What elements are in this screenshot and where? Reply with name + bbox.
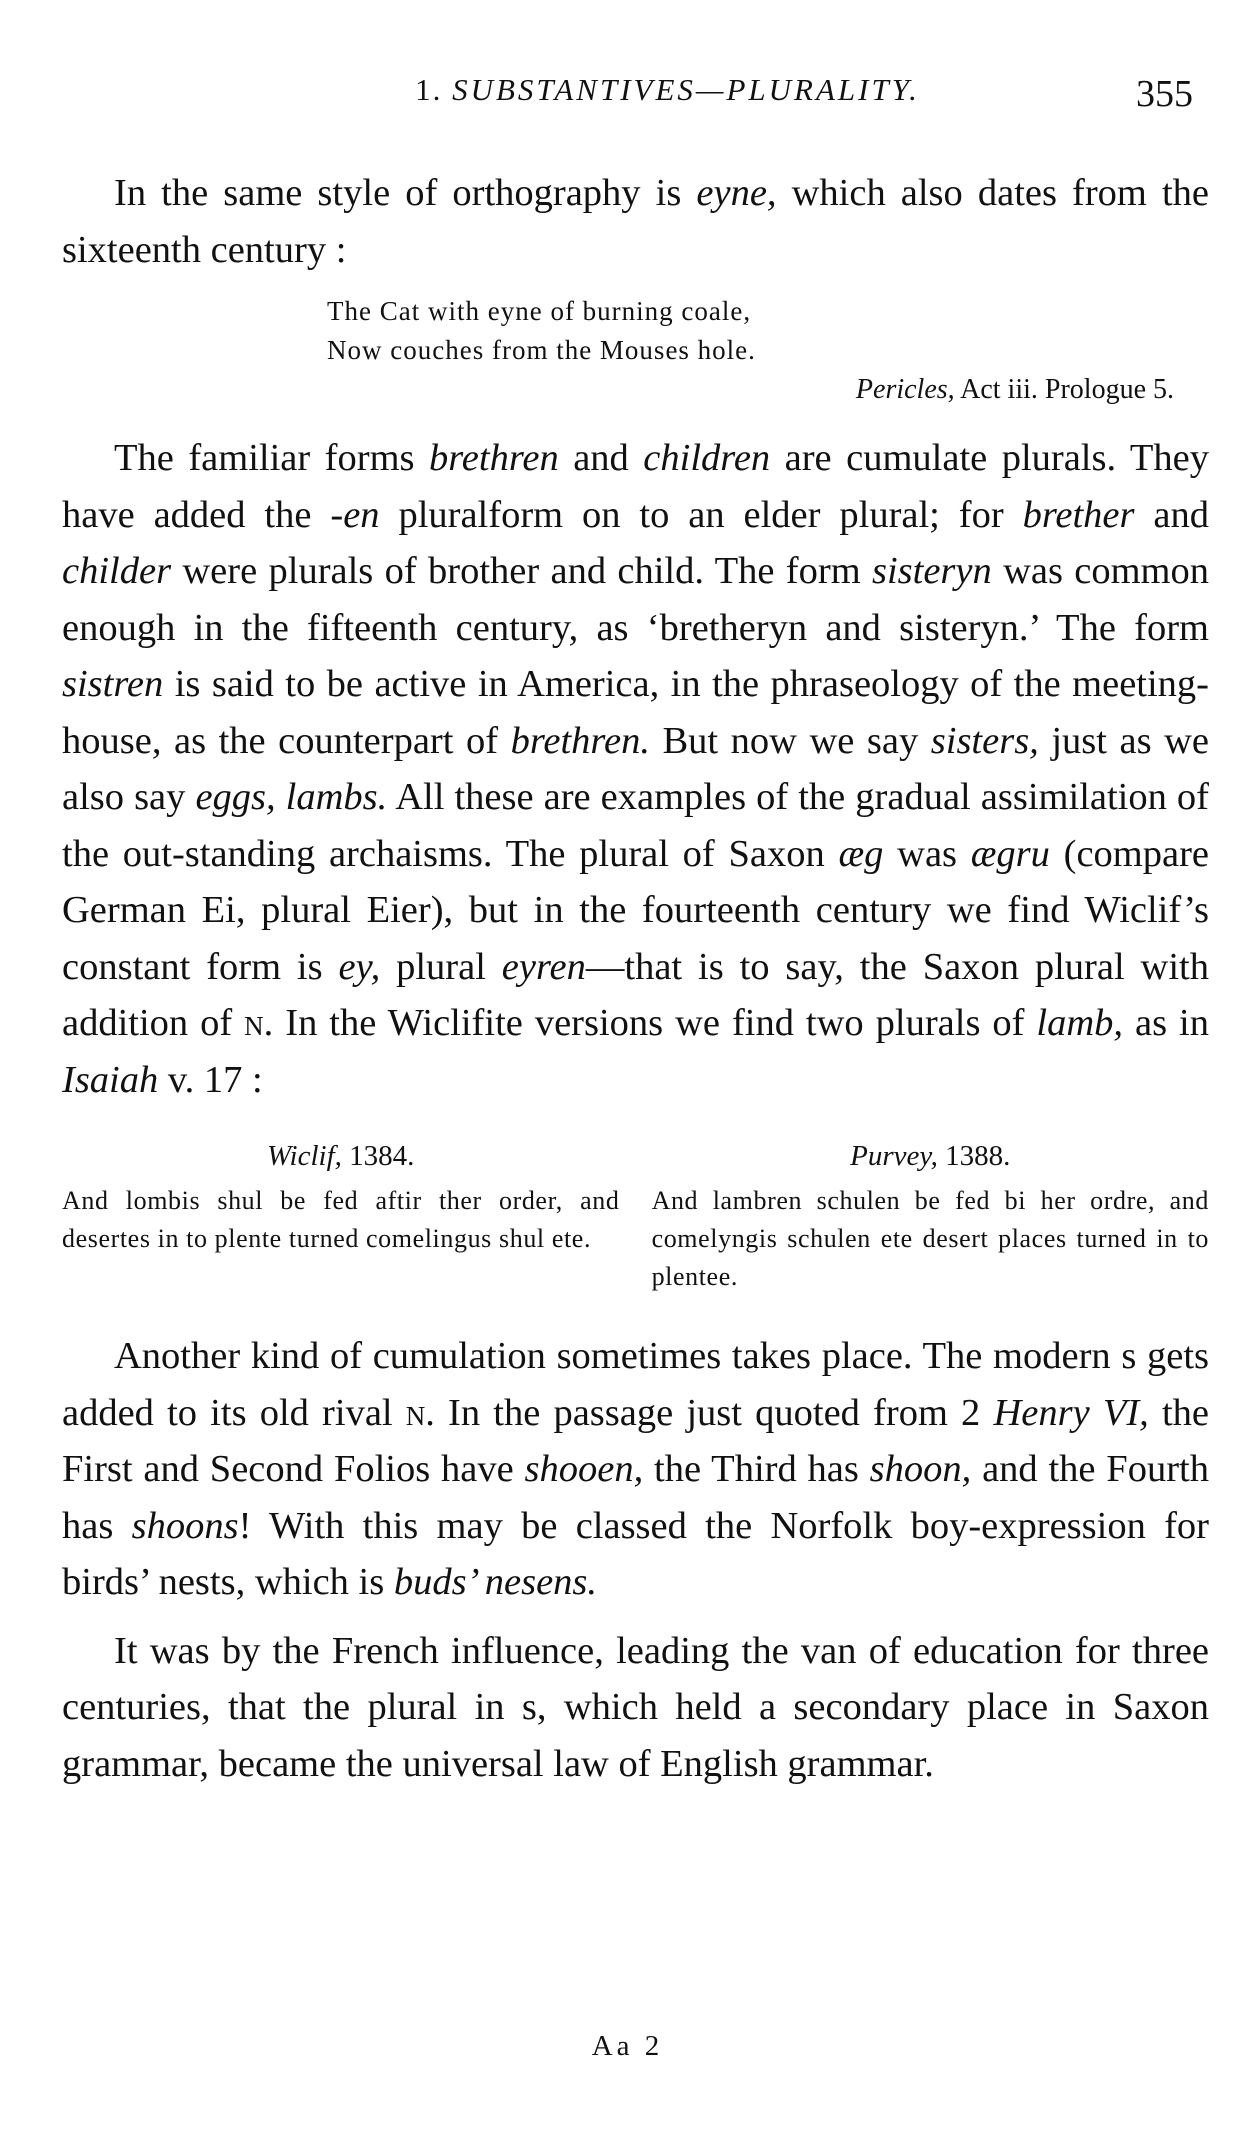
verse-line: Now couches from the Mouses hole. [327, 335, 756, 365]
parallel-versions [62, 1134, 1209, 1296]
column-text: And lombis shul be fed aftir ther order, and desertes in to plente turned comelingus shul ete. [62, 1186, 620, 1253]
column-text: And lambren schulen be fed bi her ordre, and comelyngis schulen ete desert places turned in to plentee. [651, 1186, 1209, 1291]
verse-source: Pericles, Act iii. Prologue 5. [855, 374, 1174, 405]
paragraph-1: In the same style of orthography is eyne, which also dates from the sixteenth century : [62, 172, 1209, 271]
paragraph-3: Another kind of cumulation sometimes takes place. The modern s gets added to its old rival n. In the passage just quoted from 2 Henry VI, the First and Second Folios have shooen, the Third has shoon, and the Fourth has shoons! With this may be classed the Norfolk boy-expression for birds’ nests, which is buds’ nesens. [62, 1335, 1209, 1603]
running-head: 1. SUBSTANTIVES—PLURALITY. [415, 72, 920, 107]
verse-line: The Cat with eyne of burning coale, [327, 296, 752, 326]
page-header [60, 72, 1215, 122]
column-heading: Wiclif, 1384. [267, 1140, 415, 1172]
paragraph-4: It was by the French influence, leading the van of education for three centuries, that the plural in s, which held a secondary place in Saxon grammar, became the universal law of English grammar. [62, 1629, 1209, 1785]
body-text [62, 165, 1209, 1792]
version-column-purvey [652, 1134, 1209, 1296]
verse-quote [327, 292, 1209, 370]
column-heading: Purvey, 1388. [850, 1140, 1011, 1172]
version-column-wiclif [62, 1134, 619, 1296]
page-number: 355 [1136, 73, 1193, 115]
paragraph-2: The familiar forms brethren and children are cumulate plurals. They have added the -en pluralform on to an elder plural; for brether and childer were plurals of brother and child. The form sisteryn was common enough in the fifteenth century, as ‘bretheryn and sisteryn.’ The form sistren is said to be active in America, in the phraseology of the meeting-house, as the counterpart of brethren. But now we say sisters, just as we also say eggs, lambs. All these are examples of the gradual assimilation of the out-standing archaisms. The plural of Saxon æg was ægru (compare German Ei, plural Eier), but in the fourteenth century we find Wiclif’s constant form is ey, plural eyren—that is to say, the Saxon plural with addition of n. In the Wiclifite versions we find two plurals of lamb, as in Isaiah v. 17 : [62, 437, 1210, 1101]
running-head-title: SUBSTANTIVES—PLURALITY. [452, 72, 920, 107]
signature-mark: Aa 2 [591, 2030, 664, 2062]
